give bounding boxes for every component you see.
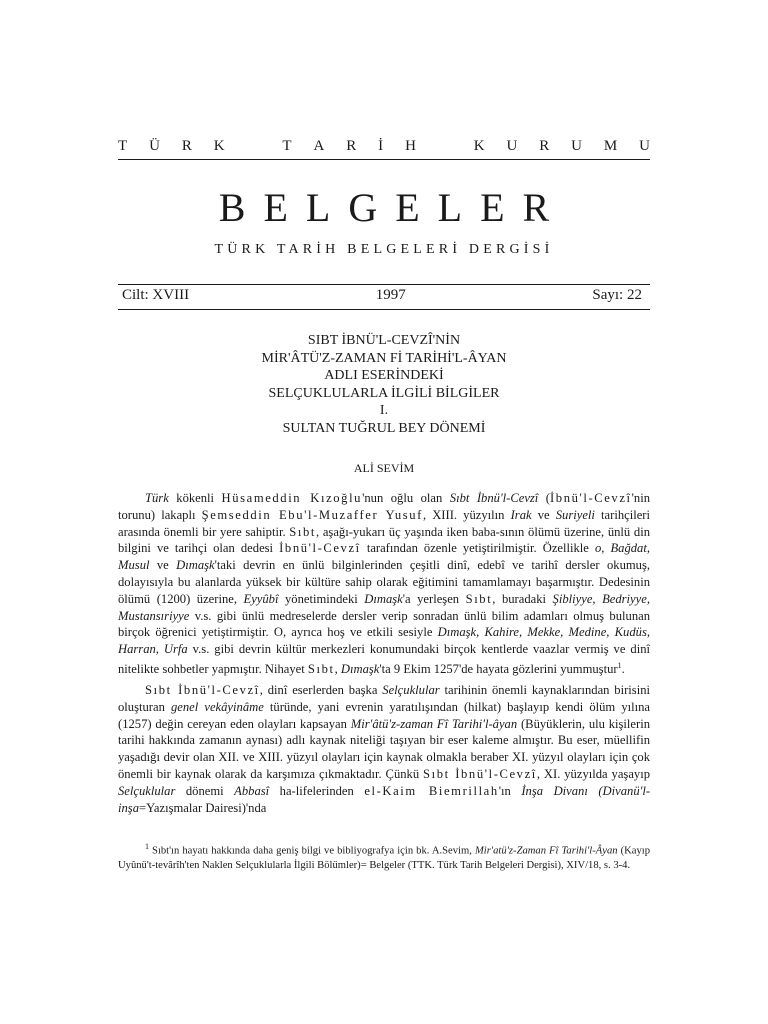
article-body	[118, 490, 650, 820]
issue-rule-top	[118, 284, 650, 285]
issue-info	[122, 287, 642, 304]
footnote-text: $^1$ Sıbt'ın hayatı hakkında daha geniş bilgi ve bibliyografya için bk. A.Sevim, Mir'atü'z-Zaman Fî Tarihi'l-Âyan (Kayıp Uyûnü't-tevârîh'ten Naklen Selçuklularla İlgili Bölümler)= Belgeler (TTK. Türk Tarih Belgeleri Dergisi), XIV/18, s. 3-4.	[118, 842, 651, 871]
paragraph: Türk kökenli Hüsameddin Kızoğlu'nun oğlu olan Sıbt İbnü'l-Cevzî (İbnü'l-Cevzî'nin torunu) lakaplı Şemseddin Ebu'l-Muzaffer Yusuf, XIII. yüzyılın Irak ve Suriyeli tarihçileri arasında önemli bir yere sahiptir. Sıbt, aşağı-yukarı üç yaşında iken baba-sının ölümü üzerine, ünlü din bilgini ve tarihçi olan dedesi İbnü'l-Cevzî tarafından özenle yetiştirilmiştir. Özellikle o, Bağdat, Musul ve Dımaşk'taki devrin en ünlü bilginlerinden çeşitli dinî, edebî ve tarihî dersler okumuş, dolayısıyla bu alanlarda yüksek bir kültüre sahip olarak eğitimini tamamlamayı başarmıştır. Dedesinin ölümü (1200) üzerine, Eyyûbî yönetimindeki Dımaşk'a yerleşen Sıbt, buradaki Şibliyye, Bedriyye, Mustansıriyye v.s. gibi ünlü medreselerde dersler verip sonradan ünlü bilim adamları olmuş bulunan birçok öğrenici yetiştirmiştir. O, ayrıca hoş ve etkili sesiyle Dımaşk, Kahire, Mekke, Medine, Kudüs, Harran, Urfa v.s. gibi devrin kültür merkezleri konumundaki birçok kentlerde vaazlar vermiş ve dinî nitelikte sohbetler yapmıştır. Nihayet Sıbt, Dımaşk'ta 9 Ekim 1257'de hayata gözlerini yummuştur$^1$.	[118, 491, 651, 677]
title-line: SELÇUKLULARLA İLGİLİ BİLGİLER	[268, 385, 500, 401]
footnote-marker: 1	[145, 842, 149, 851]
issue-rule-bottom	[118, 309, 650, 310]
institution-letter: T	[118, 138, 128, 154]
article-author: ALİ SEVİM	[353, 461, 415, 475]
institution-letter: U	[639, 138, 650, 154]
title-line: MİR'ÂTÜ'Z-ZAMAN Fİ TARİHİ'L-ÂYAN	[261, 350, 507, 366]
title-line: SIBT İBNÜ'L-CEVZÎ'NİN	[307, 333, 461, 348]
issue-label: Sayı: 22	[592, 287, 642, 303]
institution-letter: K	[473, 138, 485, 154]
year-label: 1997	[375, 287, 406, 303]
institution-letter: R	[539, 138, 550, 154]
institution-letter: M	[603, 138, 618, 154]
institution-letter	[247, 138, 261, 155]
institution-letter: A	[313, 138, 325, 154]
institution-letter: K	[213, 138, 225, 154]
title-line: SULTAN TUĞRUL BEY DÖNEMİ	[282, 420, 486, 436]
paragraph: Sıbt İbnü'l-Cevzî, dinî eserlerden başka Selçuklular tarihinin önemli kaynaklarından birisini oluşturan genel vekâyinâme türünde, yani evrenin yaratılışından (hilkat) başlayıp kendi ölüm yılına (1257) değin cereyan eden olayları kapsayan Mir'âtü'z-zaman Fî Tarihi'l-âyan (Büyüklerin, ulu kişilerin tarihi hakkında zamanın aynası) adlı kaynak niteliği taşıyan bir eser kaleme almıştır. Bu eser, müellifin yaşadığı devir olan XII. ve XIII. yüzyıl olayları için kaynak olmakla beraber XI. yüzyıl olayları için çok önemli bir kaynak olarak da karşımıza çıkmaktadır. Çünkü Sıbt İbnü'l-Cevzî, XI. yüzyılda yaşayıp Selçuklular dönemi Abbasî ha-lifelerinden el-Kaim Biemrillah'ın İnşa Divanı (Divanü'l-inşa=Yazışmalar Dairesi)'nda	[118, 682, 651, 815]
footnote	[118, 840, 650, 873]
institution-letter	[438, 138, 452, 155]
institution-letter: T	[282, 138, 292, 154]
volume-label: Cilt: XVIII	[122, 287, 190, 303]
journal-subtitle: TÜRK TARİH BELGELERİ DERGİSİ	[214, 242, 554, 257]
institution-letter: İ	[378, 138, 384, 154]
footnote-ref[interactable]: 1	[617, 660, 622, 670]
title-line: I.	[379, 403, 389, 418]
institution-letter: R	[346, 138, 357, 154]
title-line: ADLI ESERİNDEKİ	[324, 368, 444, 383]
institution-letter: U	[571, 138, 582, 154]
institution-letter: Ü	[149, 138, 160, 154]
header-rule	[118, 159, 650, 160]
institution-letter: U	[506, 138, 518, 154]
institution-name	[118, 138, 650, 155]
article-title	[118, 332, 650, 437]
institution-letter: H	[405, 138, 416, 154]
journal-name: BELGELER	[218, 185, 568, 230]
institution-letter: R	[181, 138, 192, 154]
